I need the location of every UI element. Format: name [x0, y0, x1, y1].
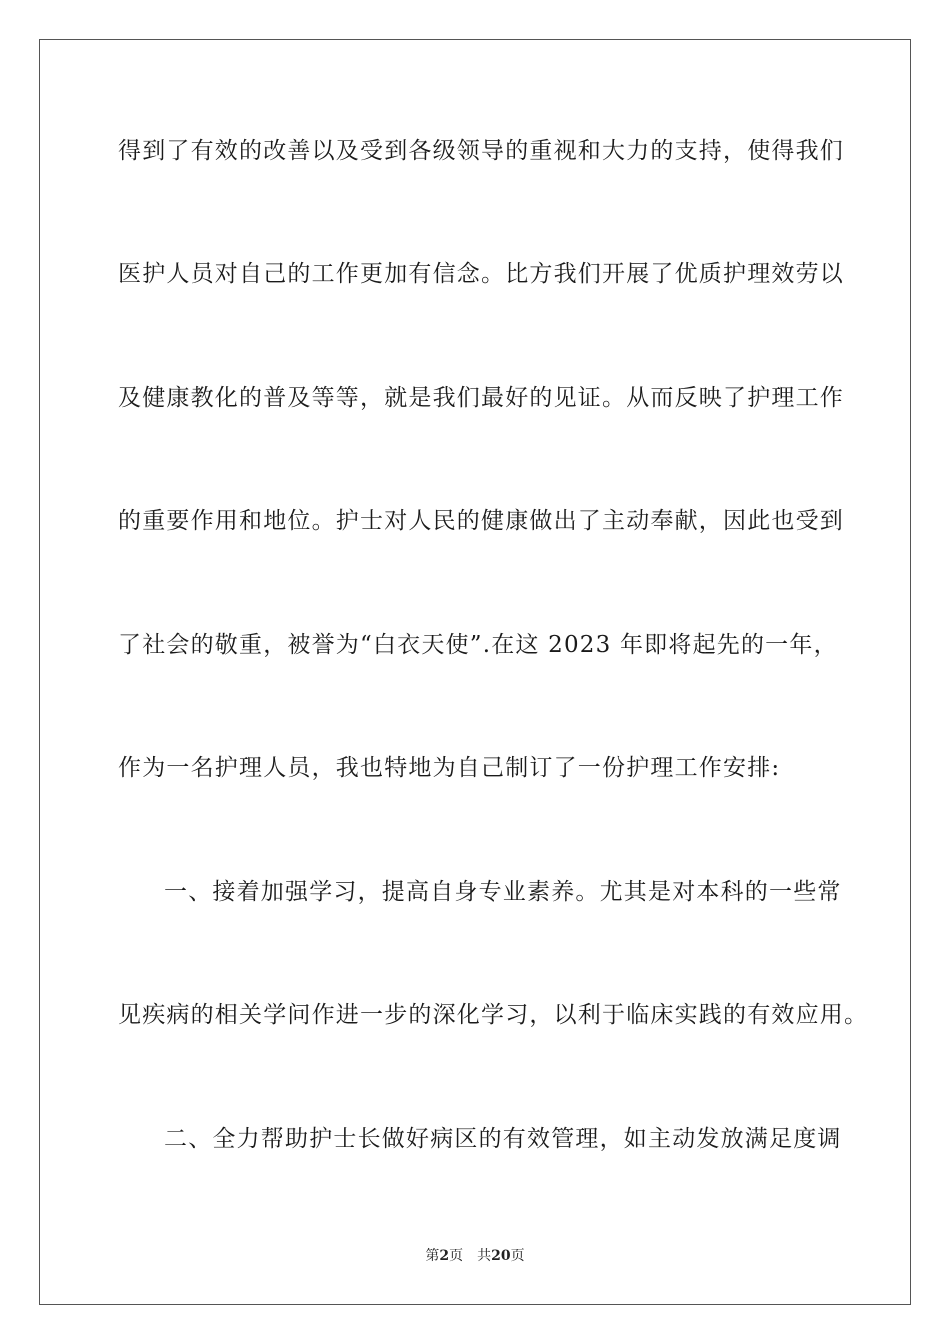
body-line-3: 及健康教化的普及等等，就是我们最好的见证。从而反映了护理工作	[118, 385, 844, 411]
body-line-2: 医护人员对自己的工作更加有信念。比方我们开展了优质护理效劳以	[118, 261, 844, 287]
body-line-9: 二、全力帮助护士长做好病区的有效管理，如主动发放满足度调	[164, 1126, 842, 1152]
body-line-1: 得到了有效的改善以及受到各级领导的重视和大力的支持，使得我们	[118, 138, 844, 164]
body-line-4: 的重要作用和地位。护士对人民的健康做出了主动奉献，因此也受到	[118, 508, 844, 534]
footer-page-total: 20	[491, 1248, 511, 1264]
footer-page-prefix: 第	[425, 1248, 440, 1264]
footer-page-current: 2	[439, 1248, 450, 1264]
body-line-5: 了社会的敬重，被誉为“白衣天使”.在这 2023 年即将起先的一年，	[118, 632, 838, 658]
footer-page-unit: 页	[449, 1248, 464, 1264]
page-border	[39, 39, 911, 1305]
page-footer	[0, 1247, 950, 1265]
body-line-8: 见疾病的相关学问作进一步的深化学习，以利于临床实践的有效应用。	[118, 1002, 869, 1028]
footer-total-prefix: 共	[477, 1248, 492, 1264]
body-line-7: 一、接着加强学习，提高自身专业素养。尤其是对本科的一些常	[164, 879, 842, 905]
body-line-6: 作为一名护理人员，我也特地为自己制订了一份护理工作安排:	[118, 755, 781, 781]
footer-total-unit: 页	[510, 1248, 525, 1264]
